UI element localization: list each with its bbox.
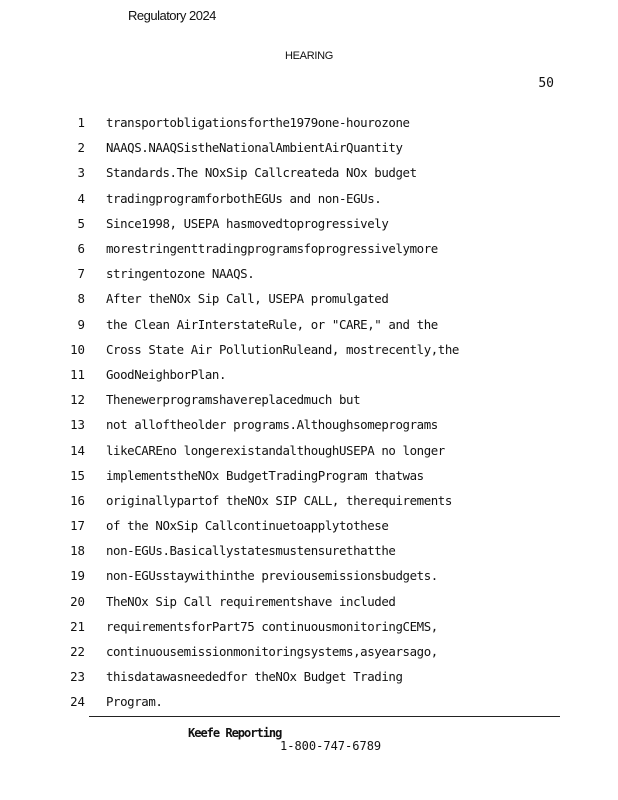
line-number: 3: [77, 165, 85, 181]
line-text: Program.: [106, 694, 163, 710]
line-number: 16: [70, 492, 85, 508]
transcript-line: [60, 463, 560, 488]
line-number: 20: [70, 593, 85, 609]
transcript-line: [60, 211, 560, 236]
line-text: likeCAREno longerexistandalthoughUSEPA no longer: [106, 442, 445, 458]
line-number: 10: [70, 341, 85, 357]
line-number: 6: [77, 241, 85, 257]
line-text: transportobligationsforthe1979one-hourozone: [106, 115, 410, 131]
line-number: 21: [70, 618, 85, 634]
reporter-name: Keefe Reporting: [188, 726, 282, 740]
line-number: 5: [77, 215, 85, 231]
line-text: not alloftheolder programs.Althoughsomeprograms: [106, 417, 438, 433]
line-text: stringentozone NAAQS.: [106, 266, 255, 282]
line-number: 1: [77, 115, 85, 131]
transcript-line: [60, 337, 560, 362]
line-text: of the NOxSip Callcontinuetoapplytothese: [106, 518, 389, 534]
transcript-line: [60, 614, 560, 639]
line-number: 23: [70, 669, 85, 685]
page-number: 50: [538, 76, 554, 91]
document-title: HEARING: [284, 50, 334, 62]
transcript-line: [60, 488, 560, 513]
transcript-line: [60, 160, 560, 185]
line-text: requirementsforPart75 continuousmonitoringCEMS,: [106, 618, 438, 634]
line-number: 22: [70, 644, 85, 660]
line-number: 24: [70, 694, 85, 710]
line-number: 4: [77, 190, 85, 206]
transcript-line: [60, 639, 560, 664]
line-text: TheNOx Sip Call requirementshave included: [106, 593, 396, 609]
transcript-line: [60, 387, 560, 412]
line-text: non-EGUsstaywithinthe previousemissionsbudgets.: [106, 568, 438, 584]
line-text: non-EGUs.Basicallystatesmustensurethatthe: [106, 543, 396, 559]
line-text: continuousemissionmonitoringsystems,asyearsago,: [106, 644, 438, 660]
line-number: 11: [70, 366, 85, 382]
line-text: morestringenttradingprogramsfoprogressivelymore: [106, 241, 438, 257]
transcript-line: [60, 362, 560, 387]
line-text: the Clean AirInterstateRule, or "CARE," and the: [106, 316, 438, 332]
line-number: 8: [77, 291, 85, 307]
line-text: Thenewerprogramshavereplacedmuch but: [106, 392, 361, 408]
transcript-body: [60, 110, 560, 715]
transcript-line: [60, 312, 560, 337]
transcript-line: [60, 261, 560, 286]
transcript-line: [60, 664, 560, 689]
line-number: 17: [70, 518, 85, 534]
line-number: 18: [70, 543, 85, 559]
transcript-line: [60, 286, 560, 311]
line-number: 7: [77, 266, 85, 282]
transcript-line: [60, 589, 560, 614]
transcript-line: [60, 689, 560, 714]
line-number: 13: [70, 417, 85, 433]
line-text: implementstheNOx BudgetTradingProgram thatwas: [106, 467, 424, 483]
reporter-phone: 1-800-747-6789: [280, 739, 382, 753]
line-text: originallypartof theNOx SIP CALL, therequirements: [106, 492, 452, 508]
line-number: 15: [70, 467, 85, 483]
line-number: 14: [70, 442, 85, 458]
line-number: 2: [77, 140, 85, 156]
transcript-line: [60, 563, 560, 588]
transcript-line: [60, 513, 560, 538]
header-date: Regulatory 2024: [128, 8, 216, 23]
line-number: 9: [77, 316, 85, 332]
line-text: After theNOx Sip Call, USEPA promulgated: [106, 291, 389, 307]
footer-divider: [89, 716, 560, 717]
line-text: tradingprogramforbothEGUs and non-EGUs.: [106, 190, 382, 206]
transcript-line: [60, 110, 560, 135]
transcript-line: [60, 437, 560, 462]
line-number: 12: [70, 392, 85, 408]
transcript-line: [60, 236, 560, 261]
transcript-line: [60, 538, 560, 563]
line-text: NAAQS.NAAQSistheNationalAmbientAirQuantity: [106, 140, 403, 156]
line-text: Since1998, USEPA hasmovedtoprogressively: [106, 215, 389, 231]
line-text: GoodNeighborPlan.: [106, 366, 227, 382]
transcript-line: [60, 412, 560, 437]
transcript-line: [60, 186, 560, 211]
line-text: thisdatawasneededfor theNOx Budget Trading: [106, 669, 403, 685]
line-text: Cross State Air PollutionRuleand, mostrecently,the: [106, 341, 459, 357]
line-number: 19: [70, 568, 85, 584]
line-text: Standards.The NOxSip Callcreateda NOx budget: [106, 165, 417, 181]
transcript-line: [60, 135, 560, 160]
